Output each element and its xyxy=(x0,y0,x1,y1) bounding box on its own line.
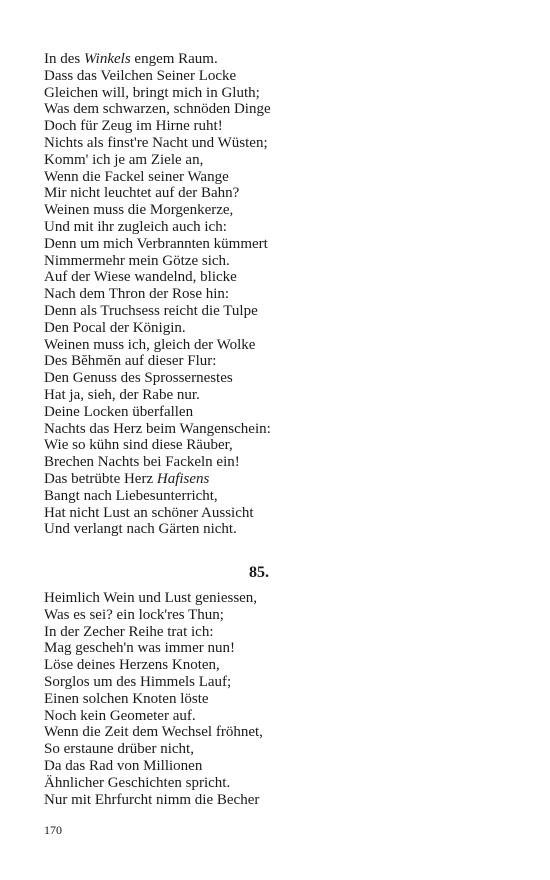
verse-line xyxy=(44,421,514,438)
verse-line xyxy=(44,624,514,641)
verse-line xyxy=(44,471,514,488)
verse-line xyxy=(44,590,514,607)
verse-text: Da das Rad von Millionen xyxy=(44,757,203,774)
verse-text: Nachts das Herz beim Wangenschein: xyxy=(44,420,271,437)
verse-line xyxy=(44,337,514,354)
verse-line xyxy=(44,236,514,253)
verse-text: Des Bĕhmĕn auf dieser Flur: xyxy=(44,353,217,370)
verse-text: Und mit ihr zugleich auch ich: xyxy=(44,218,227,235)
verse-text: Weinen muss ich, gleich der Wolke xyxy=(44,336,256,353)
verse-emphasis: Hafisens xyxy=(156,470,210,487)
verse-text: Hat nicht Lust an schöner Aussicht xyxy=(44,504,254,521)
verse-line xyxy=(44,640,514,657)
verse-text: Heimlich Wein und Lust geniessen, xyxy=(44,590,258,606)
verse-text: Deine Locken überfallen xyxy=(44,403,194,420)
verse-line xyxy=(44,404,514,421)
verse-line xyxy=(44,724,514,741)
verse-line xyxy=(44,775,514,792)
verse-text: Und verlangt nach Gärten nicht. xyxy=(44,521,237,538)
verse-text: Wie so kühn sind diese Räuber, xyxy=(44,437,233,454)
verse-line xyxy=(44,320,514,337)
verse-line xyxy=(44,657,514,674)
verse-text: engem Raum. xyxy=(130,51,218,67)
verse-text: Komm' ich je am Ziele an, xyxy=(44,151,204,168)
verse-text: Löse deines Herzens Knoten, xyxy=(44,657,220,674)
verse-text: Noch kein Geometer auf. xyxy=(44,707,196,724)
verse-text: Weinen muss die Morgenkerze, xyxy=(44,202,234,219)
verse-line xyxy=(44,674,514,691)
verse-line xyxy=(44,118,514,135)
verse-text: In der Zecher Reihe trat ich: xyxy=(44,623,214,640)
verse-text: Dass das Veilchen Seiner Locke xyxy=(44,67,237,84)
verse-text: Hat ja, sieh, der Rabe nur. xyxy=(44,386,200,403)
verse-text: Brechen Nachts bei Fackeln ein! xyxy=(44,454,240,471)
verse-line xyxy=(44,758,514,775)
verse-text: Wenn die Fackel seiner Wange xyxy=(44,168,229,185)
verse-text: Mag gescheh'n was immer nun! xyxy=(44,640,235,657)
verse-text: Den Pocal der Königin. xyxy=(44,319,186,336)
poem-continued-text xyxy=(44,51,514,538)
verse-line xyxy=(44,169,514,186)
verse-line xyxy=(44,219,514,236)
verse-line xyxy=(44,454,514,471)
verse-line xyxy=(44,85,514,102)
verse-line xyxy=(44,387,514,404)
verse-line xyxy=(44,185,514,202)
verse-line xyxy=(44,286,514,303)
verse-line xyxy=(44,68,514,85)
verse-line xyxy=(44,253,514,270)
verse-text: Gleichen will, bringt mich in Gluth; xyxy=(44,84,260,101)
verse-line xyxy=(44,521,514,538)
verse-text: Was es sei? ein lock'res Thun; xyxy=(44,606,224,623)
verse-text: Nichts als finst're Nacht und Wüsten; xyxy=(44,134,268,151)
poem-number-heading: 85. xyxy=(249,564,269,581)
verse-line xyxy=(44,741,514,758)
verse-line xyxy=(44,353,514,370)
verse-line xyxy=(44,691,514,708)
verse-text: Doch für Zeug im Hirne ruht! xyxy=(44,118,223,135)
verse-line xyxy=(44,269,514,286)
verse-text: Ähnlicher Geschichten spricht. xyxy=(44,774,231,791)
verse-line xyxy=(44,488,514,505)
verse-text: Einen solchen Knoten löste xyxy=(44,690,209,707)
verse-text: Nimmermehr mein Götze sich. xyxy=(44,252,230,269)
verse-text: Den Genuss des Sprossernestes xyxy=(44,370,233,387)
verse-text: Denn um mich Verbrannten kümmert xyxy=(44,235,268,252)
page-number: 170 xyxy=(44,823,62,837)
verse-line xyxy=(44,51,514,68)
verse-line xyxy=(44,437,514,454)
verse-line xyxy=(44,607,514,624)
verse-text: Mir nicht leuchtet auf der Bahn? xyxy=(44,185,240,202)
verse-emphasis: Winkels xyxy=(84,51,131,67)
verse-line xyxy=(44,101,514,118)
verse-line xyxy=(44,135,514,152)
verse-text: So erstaune drüber nicht, xyxy=(44,741,194,758)
verse-line xyxy=(44,303,514,320)
verse-line xyxy=(44,792,514,809)
verse-text: Denn als Truchsess reicht die Tulpe xyxy=(44,302,258,319)
verse-line xyxy=(44,152,514,169)
poem-85-text xyxy=(44,590,514,808)
verse-text: Sorglos um des Himmels Lauf; xyxy=(44,673,232,690)
verse-text: Das betrübte Herz xyxy=(44,470,157,487)
verse-line xyxy=(44,505,514,522)
verse-text: Auf der Wiese wandelnd, blicke xyxy=(44,269,237,286)
verse-line xyxy=(44,708,514,725)
verse-text: Was dem schwarzen, schnöden Dinge xyxy=(44,101,271,118)
verse-text: Nach dem Thron der Rose hin: xyxy=(44,286,230,303)
verse-line xyxy=(44,370,514,387)
verse-text: Wenn die Zeit dem Wechsel fröhnet, xyxy=(44,724,263,741)
verse-text: In des xyxy=(44,51,84,67)
verse-text: Bangt nach Liebesunterricht, xyxy=(44,487,218,504)
verse-line xyxy=(44,202,514,219)
verse-text: Nur mit Ehrfurcht nimm die Becher xyxy=(44,791,260,808)
